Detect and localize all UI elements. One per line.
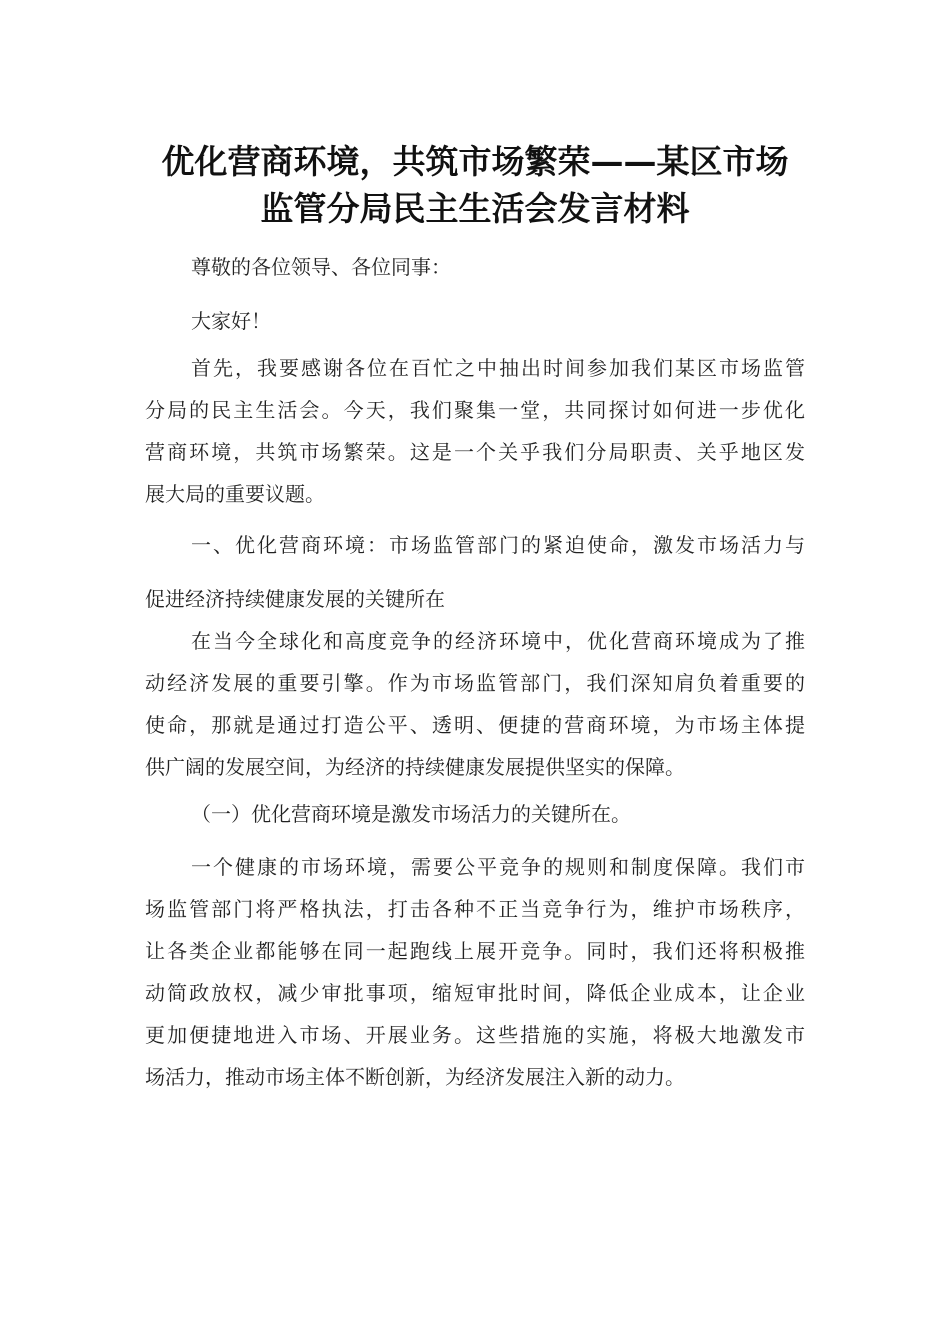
- section-heading-1: [145, 518, 805, 626]
- heading-line: 促进经济持续健康发展的关键所在: [145, 587, 445, 611]
- document-title: [100, 138, 850, 232]
- paragraph-line: 营商环境，共筑市场繁荣。这是一个关乎我们分局职责、关乎地区发: [145, 440, 805, 464]
- title-line: 监管分局民主生活会发言材料: [260, 189, 690, 228]
- paragraph-line: 使命，那就是通过打造公平、透明、便捷的营商环境，为市场主体提: [145, 713, 805, 737]
- heading-line: 一、优化营商环境：市场监管部门的紧迫使命，激发市场活力与: [191, 533, 805, 557]
- paragraph-line: 更加便捷地进入市场、开展业务。这些措施的实施，将极大地激发市: [145, 1023, 805, 1047]
- paragraph-line: 在当今全球化和高度竞争的经济环境中，优化营商环境成为了推: [191, 629, 805, 653]
- paragraph-line: 场监管部门将严格执法，打击各种不正当竞争行为，维护市场秩序，: [145, 897, 805, 921]
- greeting-paragraph: [145, 300, 805, 342]
- title-line: 优化营商环境，共筑市场繁荣——某区市场: [161, 142, 789, 181]
- paragraph-line: 展大局的重要议题。: [145, 482, 325, 506]
- body-paragraph-1: [145, 620, 805, 788]
- subsection-heading: [145, 793, 805, 835]
- salutation-paragraph: [145, 246, 805, 288]
- paragraph-line: 让各类企业都能够在同一起跑线上展开竞争。同时，我们还将积极推: [145, 939, 805, 963]
- paragraph-line: 动简政放权，减少审批事项，缩短审批时间，降低企业成本，让企业: [145, 981, 805, 1005]
- intro-paragraph: [145, 347, 805, 515]
- salutation-text: 尊敬的各位领导、各位同事：: [191, 255, 451, 279]
- paragraph-line: 首先，我要感谢各位在百忙之中抽出时间参加我们某区市场监管: [191, 356, 805, 380]
- paragraph-line: 供广阔的发展空间，为经济的持续健康发展提供坚实的保障。: [145, 755, 685, 779]
- heading-line: （一）优化营商环境是激发市场活力的关键所在。: [191, 802, 631, 826]
- greeting-text: 大家好！: [191, 309, 271, 333]
- paragraph-line: 一个健康的市场环境，需要公平竞争的规则和制度保障。我们市: [191, 855, 805, 879]
- paragraph-line: 动经济发展的重要引擎。作为市场监管部门，我们深知肩负着重要的: [145, 671, 805, 695]
- paragraph-line: 场活力，推动市场主体不断创新，为经济发展注入新的动力。: [145, 1065, 685, 1089]
- paragraph-line: 分局的民主生活会。今天，我们聚集一堂，共同探讨如何进一步优化: [145, 398, 805, 422]
- body-paragraph-2: [145, 846, 805, 1098]
